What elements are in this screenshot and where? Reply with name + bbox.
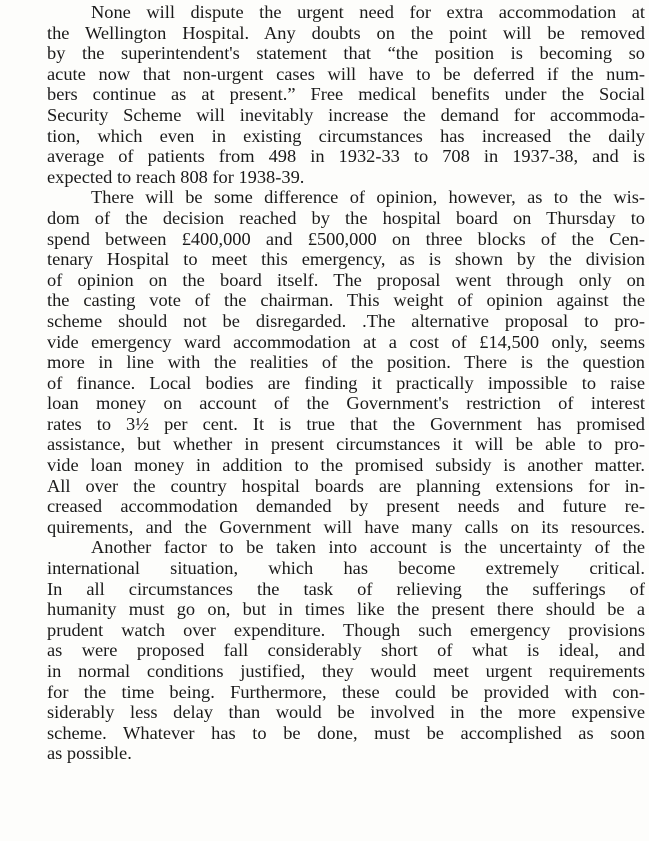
- text-line: rates to 3½ per cent. It is true that the Government has promised: [47, 413, 645, 434]
- text-line: prudent watch over expenditure. Though such emergency provisions: [47, 619, 645, 640]
- text-line: vide emergency ward accommodation at a cost of £14,500 only, seems: [47, 331, 645, 352]
- text-line: scheme should not be disregarded. .The alternative proposal to pro-: [47, 310, 645, 331]
- text-line: tenary Hospital to meet this emergency, as is shown by the division: [47, 249, 645, 270]
- text-line: quirements, and the Government will have many calls on its resources.: [47, 516, 645, 537]
- text-line: In all circumstances the task of relieving the sufferings of: [47, 578, 645, 599]
- text-line: loan money on account of the Government's restriction of interest: [47, 393, 645, 414]
- text-line: dom of the decision reached by the hospital board on Thursday to: [47, 207, 645, 228]
- text-line: humanity must go on, but in times like the present there should be a: [47, 599, 645, 620]
- text-line: average of patients from 498 in 1932-33 to 708 in 1937-38, and is: [47, 146, 645, 167]
- text-line: None will dispute the urgent need for extra accommodation at: [91, 2, 645, 22]
- text-line: of finance. Local bodies are finding it practically impossible to raise: [47, 372, 645, 393]
- text-line: There will be some difference of opinion, however, as to the wis-: [91, 187, 645, 208]
- text-line: more in line with the realities of the position. There is the question: [47, 352, 645, 373]
- text-line: tion, which even in existing circumstances has increased the daily: [47, 125, 645, 146]
- text-line: of opinion on the board itself. The proposal went through only on: [47, 269, 645, 290]
- text-line: Security Scheme will inevitably increase the demand for accommoda-: [47, 104, 645, 125]
- text-line: bers continue as at present.” Free medical benefits under the Social: [47, 84, 645, 105]
- paragraph-international-situation: [3, 537, 645, 764]
- text-line: All over the country hospital boards are planning extensions for in-: [47, 475, 645, 496]
- text-line: the casting vote of the chairman. This weight of opinion against the: [47, 290, 645, 311]
- text-line: scheme. Whatever has to be done, must be accomplished as soon: [47, 722, 645, 743]
- text-line: for the time being. Furthermore, these could be provided with con-: [47, 681, 645, 702]
- text-line: spend between £400,000 and £500,000 on three blocks of the Cen-: [47, 228, 645, 249]
- text-line: in normal conditions justified, they would meet urgent requirements: [47, 661, 645, 681]
- text-line: creased accommodation demanded by present needs and future re-: [47, 496, 645, 517]
- text-line: siderably less delay than would be involved in the more expensive: [47, 702, 645, 723]
- text-line: international situation, which has become extremely critical.: [47, 558, 645, 579]
- text-line: expected to reach 808 for 1938-39.: [47, 166, 305, 187]
- text-line: as possible.: [47, 743, 132, 764]
- paragraph-board-decision: [3, 187, 645, 537]
- text-line: acute now that non-urgent cases will have to be deferred if the num-: [47, 63, 645, 84]
- paragraph-hospital-need: [3, 2, 645, 187]
- text-line: as were proposed fall considerably short of what is ideal, and: [47, 640, 645, 661]
- text-line: vide loan money in addition to the promised subsidy is another matter.: [47, 455, 645, 476]
- text-line: by the superintendent's statement that “the position is becoming so: [47, 43, 645, 64]
- text-line: the Wellington Hospital. Any doubts on the point will be removed: [47, 22, 645, 43]
- text-line: Another factor to be taken into account is the uncertainty of the: [91, 537, 645, 558]
- text-line: assistance, but whether in present circumstances it will be able to pro-: [47, 434, 645, 455]
